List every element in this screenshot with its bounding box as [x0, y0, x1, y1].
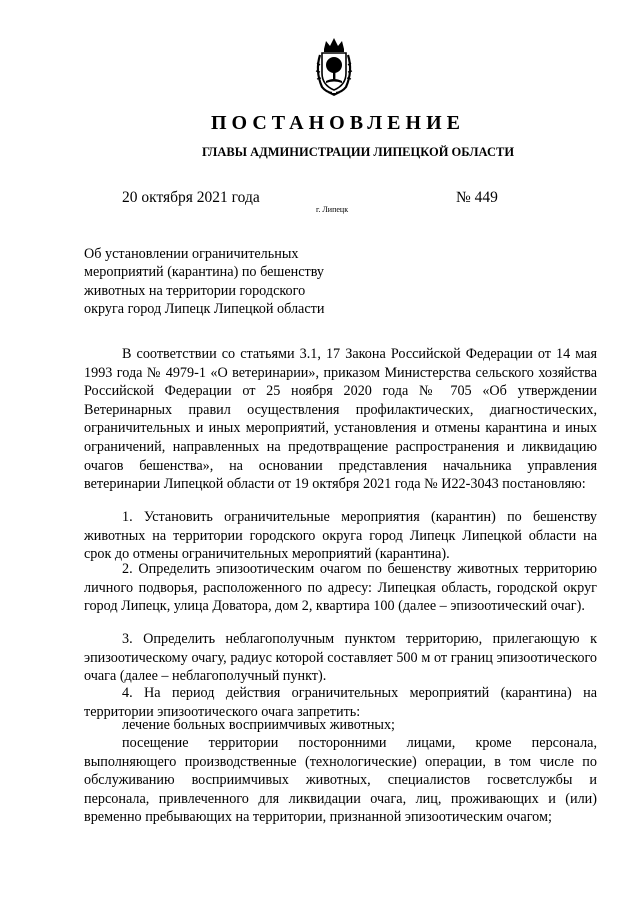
clause-4-paragraph: 4. На период действия ограничительных мероприятий (карантина) на территории эпизоотического очага запретить:: [84, 685, 597, 720]
lipetsk-coat-of-arms-icon: [313, 35, 355, 97]
heading-line: Об установлении ограничительных: [84, 246, 299, 262]
clause-4-item-treatment: лечение больных восприимчивых животных;: [122, 717, 395, 733]
heading-line: животных на территории городского: [84, 282, 306, 299]
heading-line: мероприятий (карантина) по бешенству: [84, 264, 325, 281]
document-number: № 449: [456, 189, 498, 206]
clause-4-item-visits: посещение территории посторонними лицами, кроме персонала, выполняющего производственные (технологические) операции, в том числе по обслуживанию восприимчивых животных, специалистов госветслужбы и персонала, привлеченного для ликвидации очага, лиц, проживающих и (или) временно пребывающих на территории, признанной эпизоотическим очагом;: [84, 735, 597, 826]
document-subtitle: ГЛАВЫ АДМИНИСТРАЦИИ ЛИПЕЦКОЙ ОБЛАСТИ: [201, 145, 515, 159]
document-heading: [84, 245, 374, 318]
clause-2-paragraph: 2. Определить эпизоотическим очагом по бешенству животных территорию личного подворья, расположенного по адресу: Липецкая область, городской округ город Липецк, улица Доватора, дом 2, квартира 100 (далее – эпизоотический очаг).: [84, 561, 597, 615]
document-city: г. Липецк: [316, 205, 349, 214]
clause-3-paragraph: 3. Определить неблагополучным пунктом территорию, прилегающую к эпизоотическому очагу, радиус которой составляет 500 м от границ эпизоотического очага (далее – неблагополучный пункт).: [84, 631, 597, 685]
heading-line: округа город Липецк Липецкой области: [84, 300, 325, 317]
document-date: 20 октября 2021 года: [122, 189, 260, 206]
clause-1-paragraph: 1. Установить ограничительные мероприятия (карантин) по бешенству животных на территории городского округа город Липецк Липецкой области на срок до отмены ограничительных мероприятий (карантина).: [84, 509, 597, 563]
document-title: ПОСТАНОВЛЕНИЕ: [211, 112, 465, 134]
preamble-paragraph: В соответствии со статьями 3.1, 17 Закона Российской Федерации от 14 мая 1993 года № 4979-1 «О ветеринарии», приказом Министерства сельского хозяйства Российской Федерации от 25 ноября 2020 года № 705 «Об утверждении Ветеринарных правил осуществления профилактических, диагностических, ограничительных и иных мероприятий, установления и отмены карантина и иных ограничений, направленных на предотвращение распространения и ликвидацию очагов бешенства», на основании представления начальника управления ветеринарии Липецкой области от 19 октября 2021 года № И22-3043 постановляю:: [84, 346, 597, 493]
